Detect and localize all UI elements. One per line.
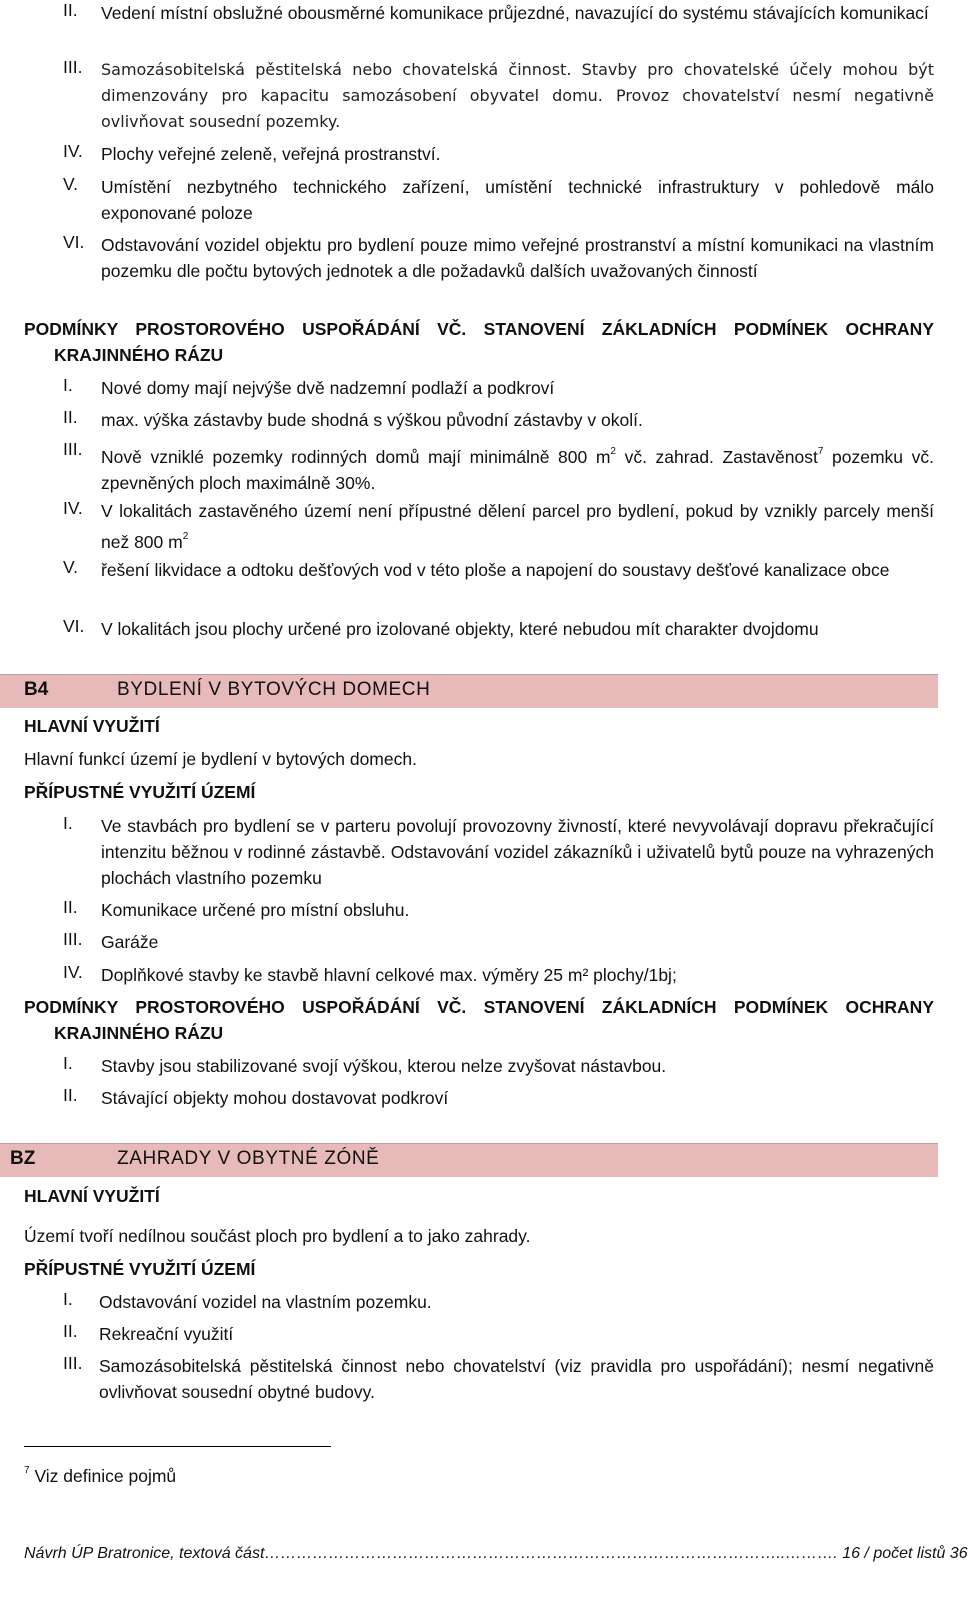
list-text: řešení likvidace a odtoku dešťových vod v této ploše a napojení do soustavy dešťové kanalizace obce (101, 560, 890, 580)
list-text: Vedení místní obslužné obousměrné komunikace průjezdné, navazující do systému stávajících komunikací (101, 3, 929, 23)
list-text: Garáže (101, 932, 159, 952)
list-number: III. (63, 439, 83, 459)
footnote-separator (24, 1446, 331, 1447)
section-bar-b4 (0, 674, 938, 708)
text-part: Nově vzniklé pozemky rodinných domů mají minimálně 800 m (101, 447, 611, 467)
list-number: V. (63, 174, 78, 194)
heading-line: PODMÍNKY PROSTOROVÉHO USPOŘÁDÁNÍ VČ. STANOVENÍ ZÁKLADNÍCH PODMÍNEK OCHRANY (24, 997, 934, 1017)
list-number: III. (63, 1353, 83, 1373)
section-heading (24, 994, 934, 1020)
list-number: I. (63, 813, 73, 833)
text-part: vč. zahrad. Zastavěnost (615, 447, 818, 467)
list-number: VI. (63, 616, 85, 636)
footer-page-number: 16 / počet listů 36 (842, 1545, 968, 1562)
list-number: IV. (63, 962, 83, 982)
footnote-reference[interactable]: 7 (817, 446, 824, 457)
list-number: II. (63, 897, 78, 917)
allowed-use-heading: PŘÍPUSTNÉ VYUŽITÍ ÚZEMÍ (24, 1259, 256, 1279)
list-text: Samozásobitelská pěstitelská činnost nebo chovatelství (viz pravidla pro uspořádání); nesmí negativně ovlivňovat sousední obytné budovy. (99, 1356, 934, 1402)
list-number: II. (63, 407, 78, 427)
footnote-text: Viz definice pojmů (34, 1466, 177, 1486)
list-text: max. výška zástavby bude shodná s výškou původní zástavby v okolí. (101, 410, 643, 430)
heading-line: PODMÍNKY PROSTOROVÉHO USPOŘÁDÁNÍ VČ. STANOVENÍ ZÁKLADNÍCH PODMÍNEK OCHRANY (24, 319, 934, 339)
list-text: Stávající objekty mohou dostavovat podkroví (101, 1088, 449, 1108)
list-text: Komunikace určené pro místní obsluhu. (101, 900, 410, 920)
list-number: V. (63, 557, 78, 577)
footnote-mark: 7 (24, 1465, 30, 1476)
list-text: Rekreační využití (99, 1324, 234, 1344)
main-use-heading: HLAVNÍ VYUŽITÍ (24, 716, 160, 736)
section-heading-continued (24, 342, 934, 368)
main-use-text: Území tvoří nedílnou součást ploch pro bydlení a to jako zahrady. (24, 1226, 531, 1246)
allowed-use-heading: PŘÍPUSTNÉ VYUŽITÍ ÚZEMÍ (24, 782, 256, 802)
list-text: Odstavování vozidel objektu pro bydlení pouze mimo veřejné prostranství a místní komunikaci na vlastním pozemku dle počtu bytových jednotek a dle požadavků dalších uvažovaných činností (101, 235, 934, 281)
list-number: I. (63, 1053, 73, 1073)
section-title: BYDLENÍ V BYTOVÝCH DOMECH (117, 679, 431, 700)
list-text: V lokalitách jsou plochy určené pro izolované objekty, které nebudou mít charakter dvojdomu (101, 619, 819, 639)
section-title: ZAHRADY V OBYTNÉ ZÓNĚ (117, 1148, 380, 1169)
main-use-heading: HLAVNÍ VYUŽITÍ (24, 1186, 160, 1206)
main-use-text: Hlavní funkcí území je bydlení v bytových domech. (24, 749, 417, 769)
superscript: 2 (610, 446, 616, 457)
list-text: Umístění nezbytného technického zařízení, umístění technické infrastruktury v pohledově málo exponované poloze (101, 177, 934, 223)
list-text (101, 439, 934, 496)
list-text: Odstavování vozidel na vlastním pozemku. (99, 1292, 432, 1312)
list-text: Doplňkové stavby ke stavbě hlavní celkové max. výměry 25 m² plochy/1bj; (101, 965, 677, 985)
list-text: Stavby jsou stabilizované svojí výškou, kterou nelze zvyšovat nástavbou. (101, 1056, 667, 1076)
list-number: II. (63, 1085, 78, 1105)
heading-line: KRAJINNÉHO RÁZU (54, 1023, 224, 1043)
list-number: II. (63, 1321, 78, 1341)
footnote (24, 1465, 176, 1487)
list-number: III. (63, 57, 83, 77)
list-number: III. (63, 929, 83, 949)
section-code: B4 (24, 679, 49, 700)
superscript: 2 (182, 531, 189, 542)
list-text: Nové domy mají nejvýše dvě nadzemní podlaží a podkroví (101, 378, 555, 398)
section-bar-bz (0, 1143, 938, 1177)
heading-line: KRAJINNÉHO RÁZU (54, 345, 224, 365)
page-footer (24, 1545, 968, 1563)
footer-leader-dots: ……………………………………………………………………………………..………. (264, 1545, 838, 1562)
section-heading (24, 316, 934, 342)
list-number: IV. (63, 498, 83, 518)
text-part: V lokalitách zastavěného území není přípustné dělení parcel pro bydlení, pokud by vznikly parcely menší než 800 m (101, 501, 934, 552)
list-text: Plochy veřejné zeleně, veřejná prostranství. (101, 144, 441, 164)
list-number: II. (63, 0, 78, 20)
section-code: BZ (10, 1148, 36, 1169)
list-number: I. (63, 375, 73, 395)
list-number: VI. (63, 232, 85, 252)
list-text: Samozásobitelská pěstitelská nebo chovatelská činnost. Stavby pro chovatelské účely mohou být dimenzovány pro kapacitu samozásobení obyvatel domu. Provoz chovatelství nesmí negativně ovlivňovat sousední pozemky. (101, 60, 934, 131)
text-part: pozemku vč. zpevněných ploch maximálně 30%. (101, 447, 934, 493)
list-number: I. (63, 1289, 73, 1309)
list-number: IV. (63, 141, 83, 161)
list-text: Ve stavbách pro bydlení se v parteru povolují provozovny živností, které nevyvolávají dopravu překračující intenzitu běžnou v rodinné zástavbě. Odstavování vozidel zákazníků i uživatelů bytů pouze na vyhrazených plochách vlastního pozemku (101, 816, 934, 888)
list-text (101, 498, 934, 555)
section-heading-continued (24, 1020, 934, 1046)
footer-document-title: Návrh ÚP Bratronice, textová část (24, 1545, 265, 1562)
